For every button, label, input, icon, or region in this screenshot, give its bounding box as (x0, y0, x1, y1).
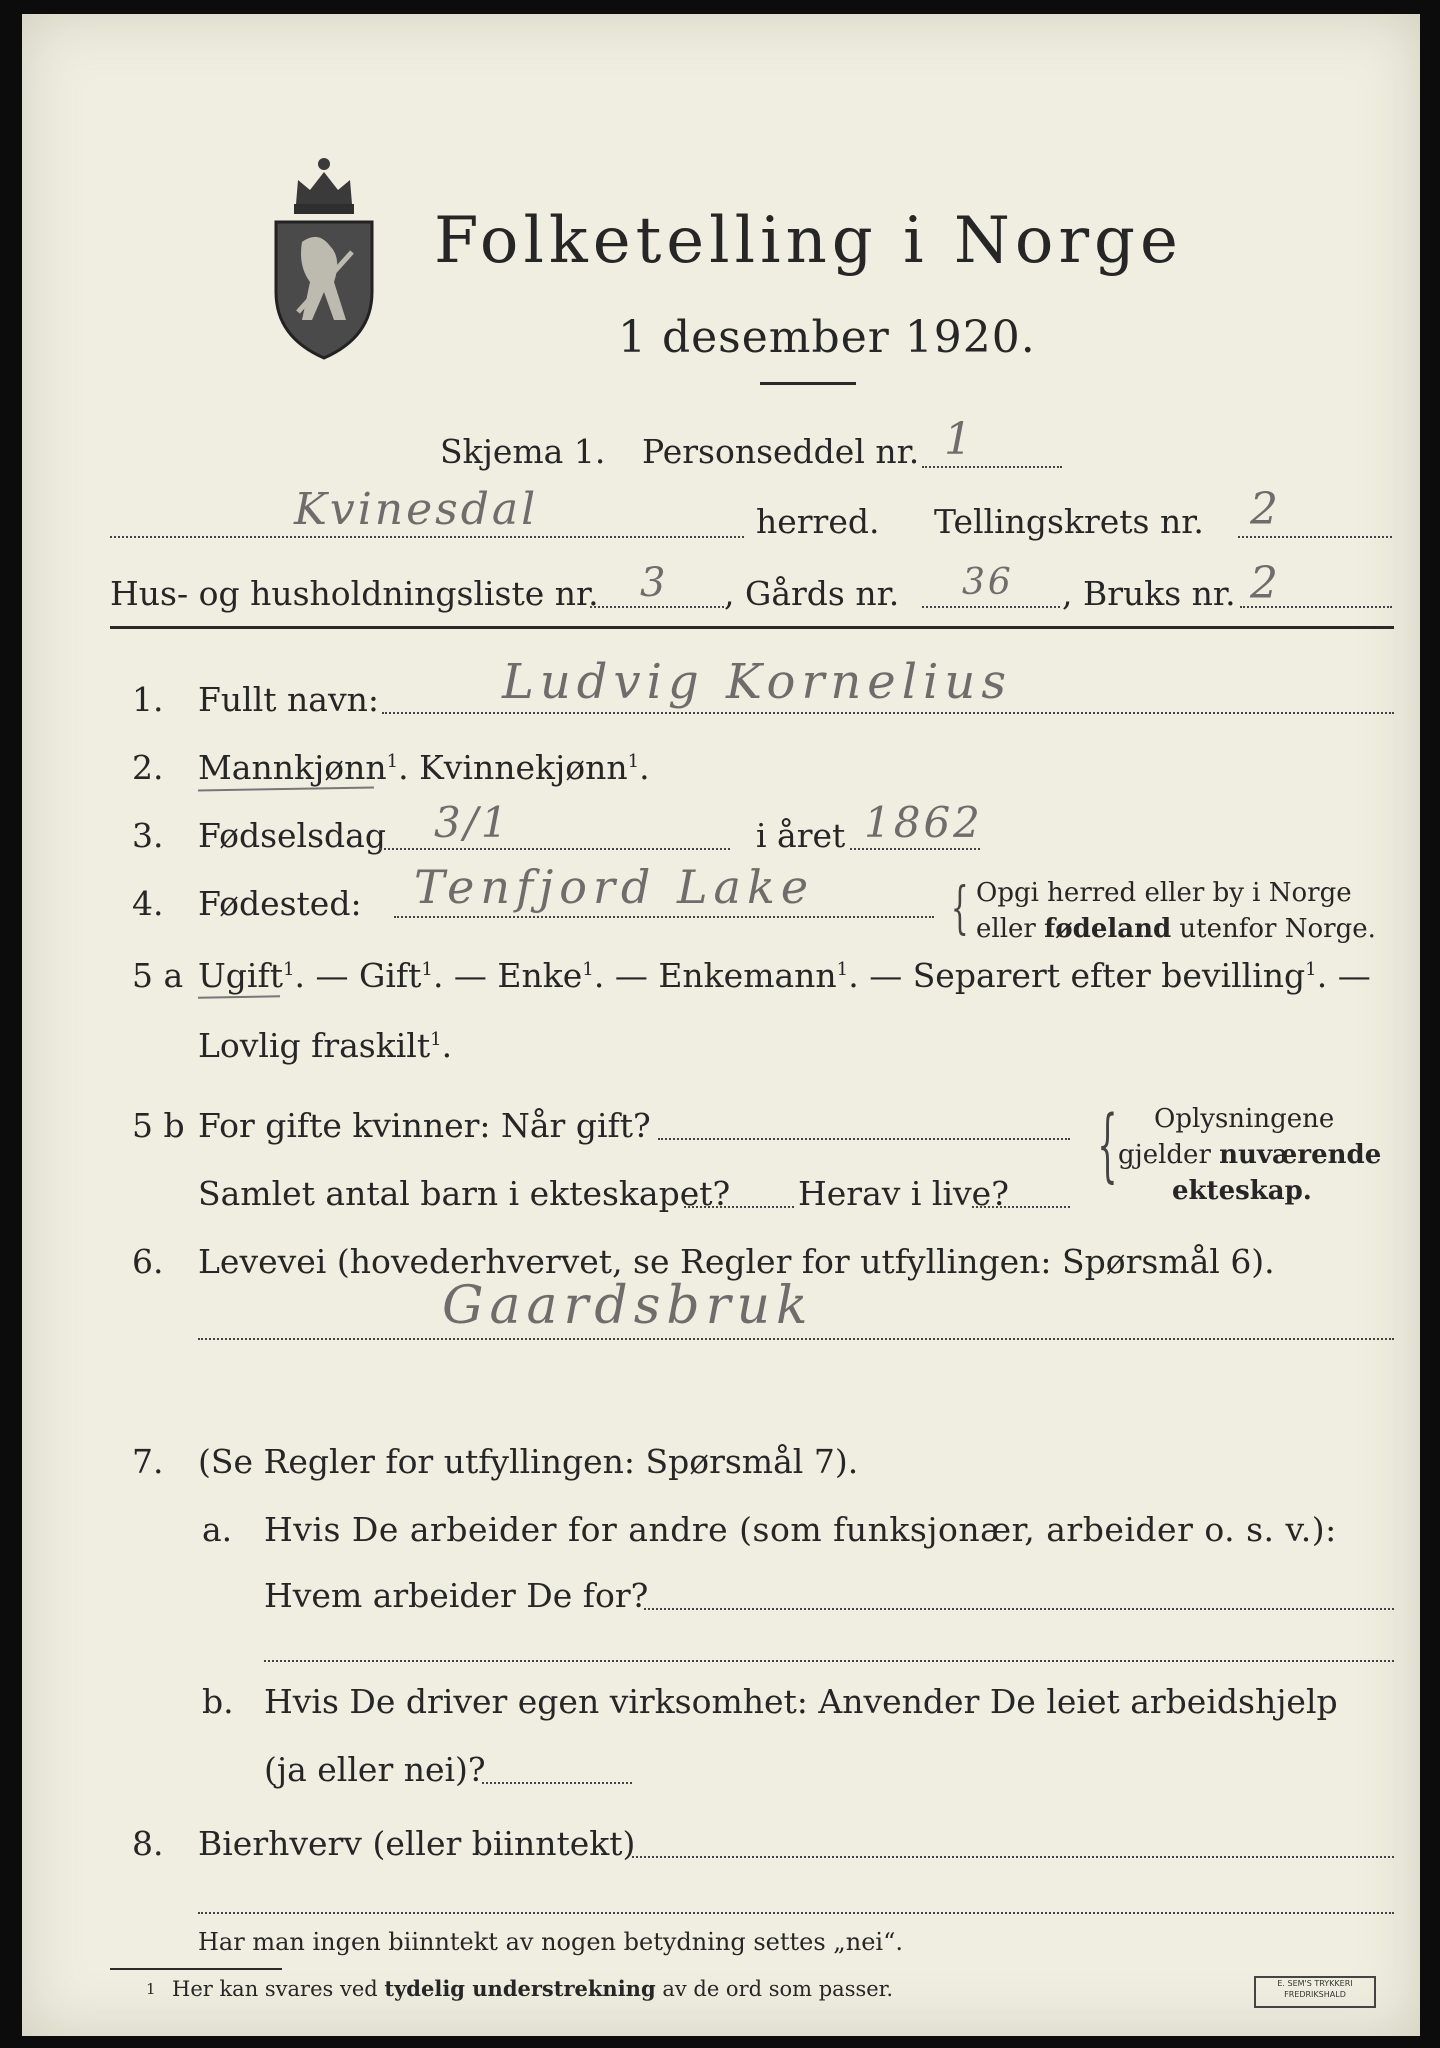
q5a-enke: Enke (497, 956, 583, 995)
q4-label: Fødested: (198, 884, 362, 923)
q5a-enkemann: Enkemann (658, 956, 837, 995)
q4-value: Tenfjord Lake (414, 860, 815, 914)
q5b-label-1: For gifte kvinner: Når gift? (198, 1106, 651, 1145)
herred-value: Kvinesdal (294, 484, 539, 535)
q7a-line-1 (644, 1608, 1394, 1610)
q6-label: Levevei (hovederhvervet, se Regler for utfyllingen: Spørsmål 6). (198, 1242, 1275, 1281)
q5b-line-3 (972, 1206, 1070, 1208)
census-date: 1 desember 1920. (618, 312, 1036, 363)
q2-female: Kvinnekjønn (419, 748, 628, 787)
tellingskrets-label: Tellingskrets nr. (934, 502, 1204, 541)
q5b-note-2: gjelder nuværende (1118, 1140, 1382, 1170)
q3-number: 3. (132, 816, 164, 855)
q3-year-label: i året (756, 816, 846, 855)
schema-label: Skjema 1. (440, 432, 606, 471)
q4-brace: { (950, 876, 969, 941)
no-income-note: Har man ingen biinntekt av nogen betydning settes „nei“. (198, 1928, 903, 1956)
q5b-note-1: Oplysningene (1154, 1104, 1335, 1134)
q5b-brace: { (1097, 1098, 1118, 1191)
q5b-note-3: ekteskap. (1172, 1176, 1312, 1206)
q5a-ugift-underline (198, 995, 280, 998)
q8-label: Bierhverv (eller biinntekt) (198, 1824, 636, 1863)
q3-year-line (850, 848, 980, 850)
q1-number: 1. (132, 680, 164, 719)
q2-male-underline (198, 786, 374, 791)
q5b-line-2 (684, 1206, 794, 1208)
q7b-line (482, 1782, 632, 1784)
q5a-options: Ugift$^1$. — Gift$^1$. — Enke$^1$. — Enkemann$^1$. — Separert efter bevilling$^1$. — (198, 956, 1371, 995)
q4-number: 4. (132, 884, 164, 923)
q8-line-1 (632, 1856, 1394, 1858)
q5a-number: 5 a (132, 956, 184, 995)
q7a-text: Hvis De arbeider for andre (som funksjonær, arbeider o. s. v.): (264, 1510, 1337, 1549)
personseddel-line (922, 466, 1062, 468)
census-form (22, 14, 1420, 2036)
q2-options: Mannkjønn$^1$. Kvinnekjønn$^1$. (198, 748, 650, 787)
q5a-separert: Separert efter bevilling (912, 956, 1306, 995)
personseddel-value: 1 (944, 414, 975, 465)
personseddel-label: Personseddel nr. (642, 432, 920, 471)
form-title: Folketelling i Norge (434, 204, 1183, 278)
gards-value: 36 (962, 562, 1014, 603)
q4-line (394, 916, 934, 918)
q7b-text: Hvis De driver egen virksomhet: Anvender De leiet arbeidshjelp (264, 1682, 1338, 1721)
q1-line (382, 712, 1394, 714)
hus-value: 3 (640, 560, 669, 606)
gards-label: , Gårds nr. (724, 574, 900, 613)
q7a-letter: a. (202, 1510, 233, 1549)
q4-note-1: Opgi herred eller by i Norge (976, 878, 1352, 908)
q6-value: Gaardsbruk (442, 1276, 814, 1336)
q3-line (380, 848, 730, 850)
q8-number: 8. (132, 1824, 164, 1863)
q3-value: 3/1 (434, 798, 511, 847)
herred-line (110, 536, 744, 538)
coat-of-arms-icon (268, 142, 380, 362)
q3-label: Fødselsdag (198, 816, 386, 855)
q7a-line-2 (264, 1660, 1394, 1662)
q7-number: 7. (132, 1442, 164, 1481)
q7-label: (Se Regler for utfyllingen: Spørsmål 7). (198, 1442, 859, 1481)
q5a-fraskilt: Lovlig fraskilt$^1$. (198, 1026, 453, 1065)
q4-note-2: eller fødeland utenfor Norge. (976, 914, 1376, 944)
q6-line (198, 1338, 1394, 1340)
bruks-value: 2 (1250, 558, 1281, 609)
q5a-gift: Gift (359, 956, 422, 995)
tellingskrets-line (1238, 536, 1392, 538)
q7b-question: (ja eller nei)? (264, 1750, 486, 1789)
footnote-divider (110, 1968, 282, 1970)
footnote-text: Her kan svares ved tydelig understrekning av de ord som passer. (172, 1976, 894, 2001)
herred-label: herred. (756, 502, 880, 541)
q7a-question: Hvem arbeider De for? (264, 1576, 649, 1615)
q8-line-2 (198, 1912, 1394, 1914)
q2-male: Mannkjønn (198, 748, 387, 787)
q6-number: 6. (132, 1242, 164, 1281)
q7b-letter: b. (202, 1682, 234, 1721)
bruks-label: , Bruks nr. (1062, 574, 1236, 613)
q5b-label-3: Herav i live? (798, 1174, 1009, 1213)
q5b-line-1 (658, 1138, 1070, 1140)
q1-value: Ludvig Kornelius (502, 654, 1012, 710)
q5b-label-2: Samlet antal barn i ekteskapet? (198, 1174, 731, 1213)
q3-year-value: 1862 (864, 798, 983, 847)
header-divider (110, 626, 1394, 629)
title-divider (760, 382, 856, 385)
hus-line (590, 606, 724, 608)
q5b-number: 5 b (132, 1106, 185, 1145)
gards-line (922, 606, 1060, 608)
printer-stamp: E. SEM'S TRYKKERI FREDRIKSHALD (1254, 1976, 1376, 2008)
hus-label: Hus- og husholdningsliste nr. (110, 574, 599, 613)
q5a-ugift: Ugift (198, 956, 283, 995)
q2-number: 2. (132, 748, 164, 787)
footnote-number: 1 (146, 1980, 156, 1998)
tellingskrets-value: 2 (1250, 484, 1281, 535)
q1-label: Fullt navn: (198, 680, 379, 719)
